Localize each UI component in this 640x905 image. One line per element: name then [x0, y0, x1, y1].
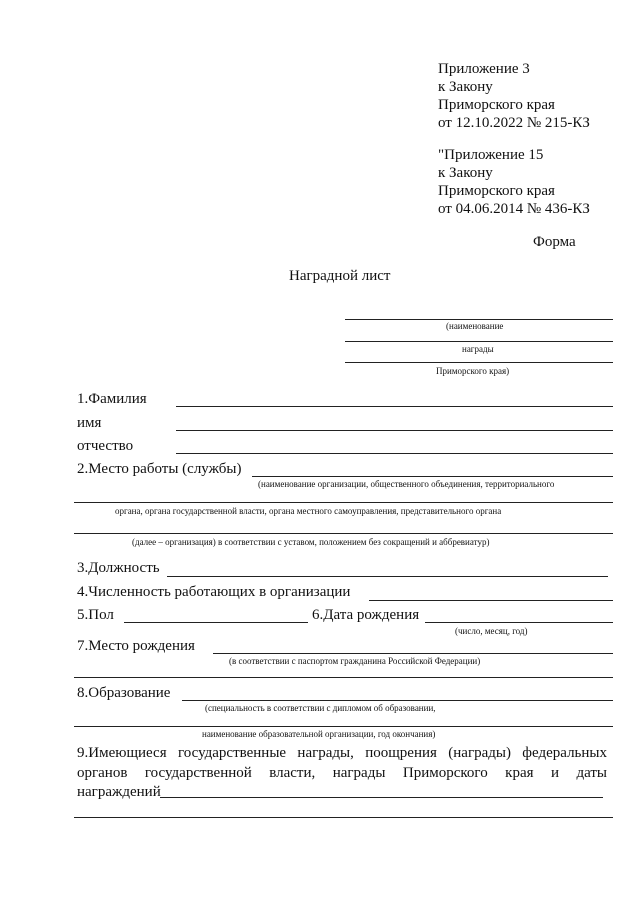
name-label: имя	[77, 415, 102, 431]
birthdate-label: 6.Дата рождения	[312, 607, 420, 623]
awards-line-1[interactable]	[160, 797, 603, 798]
workplace-label: 2.Место работы (службы)	[77, 461, 242, 477]
appendix-15-block	[438, 146, 590, 218]
award-name-hint-3: Приморского края)	[436, 366, 510, 376]
appendix-3-line3: Приморского края	[438, 97, 555, 113]
page-title: Наградной лист	[289, 268, 391, 284]
workplace-line-1[interactable]	[252, 476, 613, 477]
form-label: Форма	[533, 234, 576, 250]
birthdate-line[interactable]	[425, 622, 613, 623]
appendix-3-block	[438, 60, 590, 132]
employees-label: 4.Численность работающих в организации	[77, 584, 351, 600]
birthplace-hint: (в соответствии с паспортом гражданина Российской Федерации)	[229, 656, 481, 666]
education-label: 8.Образование	[77, 685, 171, 701]
education-line-1[interactable]	[182, 700, 613, 701]
appendix-3-line1: Приложение 3	[438, 61, 530, 77]
birthdate-hint: (число, месяц, год)	[455, 626, 528, 636]
awards-text-line-3: награждений	[77, 784, 161, 800]
birthplace-label: 7.Место рождения	[77, 638, 195, 654]
workplace-hint-3: (далее – организация) в соответствии с уставом, положением без сокращений и аббревиатур)	[132, 537, 490, 547]
sex-line[interactable]	[124, 622, 308, 623]
awards-text-line-2: органов государственной власти, награды Приморского края и даты	[77, 765, 607, 781]
workplace-line-2[interactable]	[74, 502, 613, 503]
birthplace-line[interactable]	[213, 653, 613, 654]
position-line[interactable]	[167, 576, 608, 577]
appendix-3-line2: к Закону	[438, 79, 493, 95]
appendix-15-line3: Приморского края	[438, 183, 555, 199]
award-name-line-1	[345, 319, 613, 320]
name-line[interactable]	[176, 430, 613, 431]
patronymic-line[interactable]	[176, 453, 613, 454]
award-name-hint-1: (наименование	[446, 321, 504, 331]
surname-line[interactable]	[176, 406, 613, 407]
awards-text-line-1: 9.Имеющиеся государственные награды, поощрения (награды) федеральных	[77, 745, 607, 761]
sex-label: 5.Пол	[77, 607, 114, 623]
education-hint-1: (специальность в соответствии с дипломом об образовании,	[205, 703, 436, 713]
workplace-hint-1: (наименование организации, общественного объединения, территориального	[258, 479, 555, 489]
position-label: 3.Должность	[77, 560, 160, 576]
education-line-2[interactable]	[74, 726, 613, 727]
award-name-hint-2: награды	[462, 344, 494, 354]
surname-label: 1.Фамилия	[77, 391, 147, 407]
workplace-line-3[interactable]	[74, 533, 613, 534]
birthplace-line-2[interactable]	[74, 677, 613, 678]
workplace-hint-2: органа, органа государственной власти, органа местного самоуправления, представительного органа	[115, 506, 502, 516]
appendix-15-line2: к Закону	[438, 165, 493, 181]
appendix-15-line1: "Приложение 15	[438, 147, 544, 163]
award-name-line-2	[345, 341, 613, 342]
employees-line[interactable]	[369, 600, 613, 601]
patronymic-label: отчество	[77, 438, 134, 454]
education-hint-2: наименование образовательной организации, год окончания)	[202, 729, 436, 739]
awards-line-2[interactable]	[74, 817, 613, 818]
appendix-3-line4: от 12.10.2022 № 215-КЗ	[438, 115, 590, 131]
award-name-line-3	[345, 362, 613, 363]
appendix-15-line4: от 04.06.2014 № 436-КЗ	[438, 201, 590, 217]
